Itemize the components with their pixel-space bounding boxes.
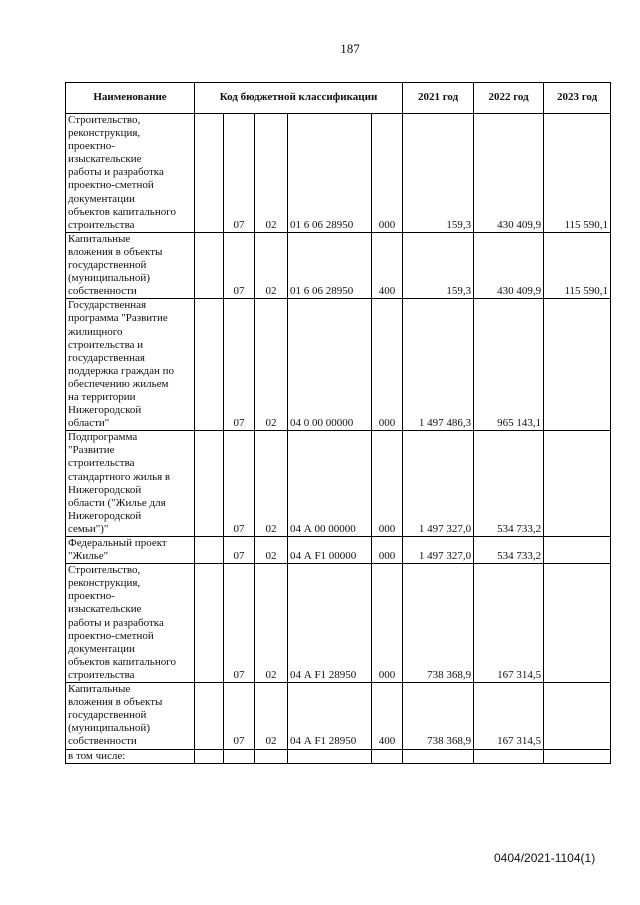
- code-section: [224, 749, 255, 763]
- row-name-line: на территории: [68, 390, 136, 403]
- row-name-line: Строительство,: [68, 114, 141, 126]
- row-name: [66, 537, 195, 564]
- table-row: [66, 232, 611, 298]
- code-blank-cell: [195, 114, 224, 233]
- row-name-line: области ("Жилье для: [68, 496, 166, 509]
- row-name-line: проектно-: [68, 140, 115, 153]
- row-name-line: семьи")": [68, 522, 109, 535]
- amount-2022: [474, 749, 544, 763]
- row-name-line: Капитальные: [68, 232, 131, 245]
- amount-2023: [544, 683, 611, 749]
- code-target-article: 04 А F1 28950: [288, 564, 372, 683]
- code-expense-type: 000: [372, 299, 403, 431]
- amount-2023: 115 590,1: [544, 232, 611, 298]
- row-name-line: строительства: [68, 668, 135, 681]
- row-name-line: в том числе:: [68, 749, 126, 762]
- row-name-line: собственности: [68, 285, 137, 298]
- row-name-line: стандартного жилья в: [68, 470, 171, 483]
- code-blank-cell: [195, 431, 224, 537]
- code-target-article: 04 А F1 00000: [288, 537, 372, 564]
- code-blank-cell: [195, 537, 224, 564]
- amount-2021: 1 497 327,0: [403, 431, 474, 537]
- table-row: [66, 431, 611, 537]
- amount-2021: 159,3: [403, 114, 474, 233]
- code-target-article: [288, 749, 372, 763]
- row-name-line: строительства: [68, 218, 135, 231]
- amount-2023: [544, 299, 611, 431]
- header-name: Наименование: [66, 83, 195, 114]
- code-target-article: 01 6 06 28950: [288, 232, 372, 298]
- code-section: 07: [224, 299, 255, 431]
- header-2023: 2023 год: [544, 83, 611, 114]
- row-name-line: документации: [68, 192, 135, 205]
- code-expense-type: 400: [372, 232, 403, 298]
- code-target-article: 01 6 06 28950: [288, 114, 372, 233]
- table-row: [66, 749, 611, 763]
- row-name-line: работы и разработка: [68, 616, 164, 629]
- amount-2021: 1 497 327,0: [403, 537, 474, 564]
- row-name-line: объектов капитального: [68, 205, 176, 218]
- code-section: 07: [224, 683, 255, 749]
- amount-2022: 965 143,1: [474, 299, 544, 431]
- row-name-line: поддержка граждан по: [68, 364, 175, 377]
- row-name: [66, 299, 195, 431]
- page-number: 187: [340, 41, 360, 56]
- amount-2023: 115 590,1: [544, 114, 611, 233]
- row-name-line: "Жилье": [68, 550, 109, 563]
- code-subsection: 02: [255, 299, 288, 431]
- row-name: [66, 749, 195, 763]
- code-expense-type: 000: [372, 431, 403, 537]
- code-section: 07: [224, 431, 255, 537]
- row-name-line: реконструкция,: [68, 577, 141, 590]
- row-name-line: Строительство,: [68, 564, 141, 577]
- row-name-line: (муниципальной): [68, 272, 150, 285]
- row-name-line: проектно-сметной: [68, 629, 154, 642]
- code-blank-cell: [195, 232, 224, 298]
- row-name-line: Государственная: [68, 299, 147, 312]
- code-blank-cell: [195, 299, 224, 431]
- row-name-line: строительства и: [68, 338, 144, 351]
- code-subsection: 02: [255, 537, 288, 564]
- code-blank-cell: [195, 749, 224, 763]
- table-body: [66, 114, 611, 764]
- row-name-line: реконструкция,: [68, 127, 141, 140]
- row-name-line: вложения в объекты: [68, 696, 163, 709]
- row-name-line: вложения в объекты: [68, 245, 163, 258]
- amount-2023: [544, 564, 611, 683]
- amount-2022: 167 314,5: [474, 683, 544, 749]
- row-name-line: Нижегородской: [68, 509, 142, 522]
- row-name-line: государственной: [68, 709, 147, 722]
- code-subsection: 02: [255, 431, 288, 537]
- amount-2021: 1 497 486,3: [403, 299, 474, 431]
- amount-2021: 159,3: [403, 232, 474, 298]
- code-expense-type: 000: [372, 114, 403, 233]
- code-expense-type: 400: [372, 683, 403, 749]
- row-name-line: изыскательские: [68, 153, 142, 166]
- row-name-line: обеспечению жильем: [68, 377, 169, 390]
- code-expense-type: [372, 749, 403, 763]
- row-name-line: Подпрограмма: [68, 431, 138, 444]
- row-name-line: проектно-: [68, 590, 115, 603]
- document-code: 0404/2021-1104(1): [494, 851, 596, 865]
- amount-2021: 738 368,9: [403, 683, 474, 749]
- header-2022: 2022 год: [474, 83, 544, 114]
- row-name: [66, 431, 195, 537]
- table-row: [66, 564, 611, 683]
- amount-2021: [403, 749, 474, 763]
- amount-2022: 430 409,9: [474, 114, 544, 233]
- code-expense-type: 000: [372, 537, 403, 564]
- row-name: [66, 114, 195, 233]
- code-target-article: 04 А F1 28950: [288, 683, 372, 749]
- amount-2023: [544, 431, 611, 537]
- amount-2023: [544, 537, 611, 564]
- code-subsection: 02: [255, 114, 288, 233]
- amount-2022: 167 314,5: [474, 564, 544, 683]
- row-name: [66, 232, 195, 298]
- row-name-line: Капитальные: [68, 683, 131, 696]
- code-subsection: 02: [255, 683, 288, 749]
- code-target-article: 04 0 00 00000: [288, 299, 372, 431]
- amount-2023: [544, 749, 611, 763]
- code-subsection: [255, 749, 288, 763]
- amount-2021: 738 368,9: [403, 564, 474, 683]
- code-expense-type: 000: [372, 564, 403, 683]
- table-row: [66, 683, 611, 749]
- row-name: [66, 683, 195, 749]
- table-row: [66, 114, 611, 233]
- amount-2022: 534 733,2: [474, 537, 544, 564]
- code-section: 07: [224, 564, 255, 683]
- row-name: [66, 564, 195, 683]
- table-header-row: [66, 83, 611, 114]
- row-name-line: проектно-сметной: [68, 179, 154, 192]
- row-name-line: области": [68, 417, 110, 430]
- amount-2022: 534 733,2: [474, 431, 544, 537]
- row-name-line: Федеральный проект: [68, 537, 167, 549]
- header-code: Код бюджетной классификации: [195, 83, 403, 114]
- row-name-line: изыскательские: [68, 603, 142, 616]
- code-blank-cell: [195, 564, 224, 683]
- row-name-line: Нижегородской: [68, 483, 142, 496]
- row-name-line: государственной: [68, 259, 147, 272]
- row-name-line: (муниципальной): [68, 722, 150, 735]
- header-2021: 2021 год: [403, 83, 474, 114]
- row-name-line: строительства: [68, 457, 135, 470]
- row-name-line: программа "Развитие: [68, 312, 168, 325]
- row-name-line: государственная: [68, 351, 145, 364]
- table-row: [66, 299, 611, 431]
- table-row: [66, 537, 611, 564]
- amount-2022: 430 409,9: [474, 232, 544, 298]
- row-name-line: жилищного: [68, 325, 123, 338]
- code-section: 07: [224, 114, 255, 233]
- code-section: 07: [224, 232, 255, 298]
- row-name-line: документации: [68, 642, 135, 655]
- row-name-line: Нижегородской: [68, 404, 142, 417]
- budget-table: [65, 82, 611, 764]
- code-blank-cell: [195, 683, 224, 749]
- code-subsection: 02: [255, 232, 288, 298]
- code-section: 07: [224, 537, 255, 564]
- row-name-line: собственности: [68, 735, 137, 748]
- row-name-line: "Развитие: [68, 444, 115, 457]
- code-subsection: 02: [255, 564, 288, 683]
- row-name-line: объектов капитального: [68, 655, 176, 668]
- code-target-article: 04 А 00 00000: [288, 431, 372, 537]
- row-name-line: работы и разработка: [68, 166, 164, 179]
